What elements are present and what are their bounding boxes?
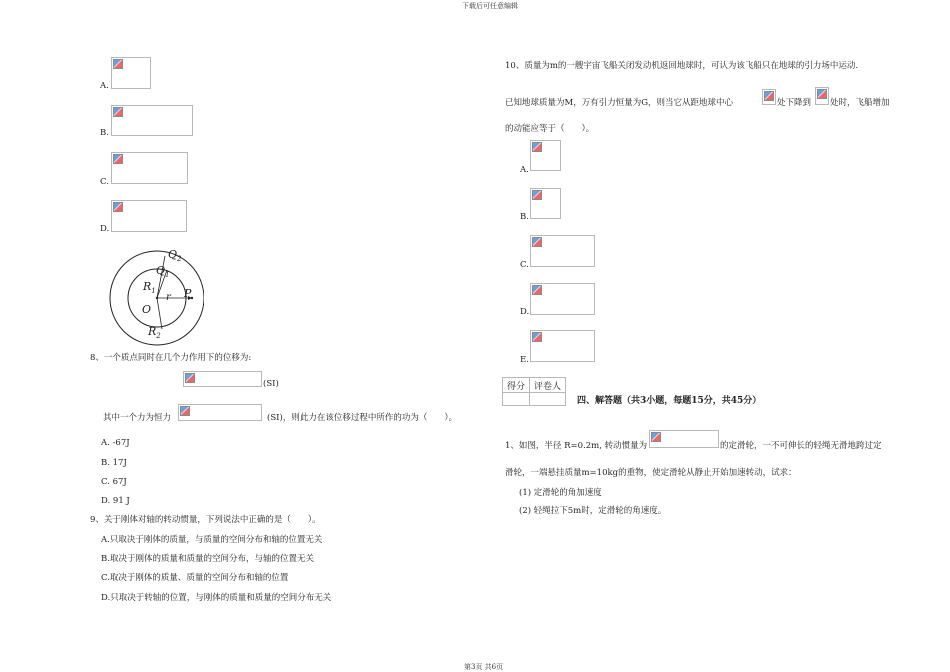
prev-option-c-label: C. [100, 177, 109, 187]
p1-inertia-formula-image [649, 430, 719, 448]
q8-si-unit: (SI) [263, 379, 279, 389]
q9-option-a: A.只取决于刚体的质量，与质量的空间分布和轴的位置无关 [101, 535, 323, 545]
q10-line2-b: 处下降到 [777, 98, 812, 108]
prev-option-d-image [111, 200, 187, 232]
broken-image-icon [532, 190, 542, 200]
broken-image-icon [532, 142, 542, 152]
q10-line2-a: 已知地球质量为M，万有引力恒量为G，则当它从距地球中心 [505, 98, 733, 108]
q8-option-a: A. -67J [101, 438, 130, 448]
q8-stem: 8、一个质点同时在几个力作用下的位移为: [90, 353, 252, 363]
q9-option-c: C.取决于刚体的质量、质量的空间分布和轴的位置 [101, 573, 289, 583]
q10-option-d-label: D. [520, 307, 530, 317]
broken-image-icon [817, 89, 827, 99]
q10-option-c-image [530, 235, 595, 267]
q10-line2-c: 处时，飞船增加 [830, 98, 890, 108]
label-p: P [184, 287, 192, 300]
q9-option-d: D.只取决于转轴的位置，与刚体的质量和质量的空间分布无关 [101, 593, 332, 603]
header-note: 下载后可任意编辑 [462, 2, 518, 10]
p1-line1-b: 的定滑轮，一不可伸长的轻绳无滑地跨过定 [720, 441, 882, 451]
broken-image-icon [113, 59, 123, 69]
prev-option-b-image [111, 105, 193, 136]
q10-option-e-label: E. [520, 355, 529, 365]
q10-option-c-label: C. [520, 260, 529, 270]
q9-stem: 9、关于刚体对轴的转动惯量，下列说法中正确的是（ ）。 [90, 515, 321, 525]
q10-option-d-image [530, 283, 595, 315]
p1-line1-a: 1、如图，半径 R=0.2m, 转动惯量为 [505, 441, 648, 451]
broken-image-icon [180, 406, 190, 416]
label-o: O [142, 303, 152, 316]
broken-image-icon [651, 432, 661, 442]
page-number: 第3页 共6页 [464, 663, 504, 671]
q10-line3: 的动能应等于（ ）。 [505, 124, 595, 134]
p1-sub1: (1) 定滑轮的角加速度 [519, 488, 602, 498]
score-table [502, 377, 566, 406]
label-q2: $Q_2$ [168, 248, 182, 264]
section-title: 四、解答题（共3小题，每题15分，共45分） [577, 396, 762, 406]
prev-option-d-label: D. [100, 224, 110, 234]
prev-option-b-label: B. [100, 128, 109, 138]
prev-option-a-label: A. [100, 81, 109, 91]
broken-image-icon [113, 202, 123, 212]
q8-option-b: B. 17J [101, 458, 127, 468]
prev-option-a-image [111, 57, 151, 89]
broken-image-icon [764, 91, 774, 101]
score-cell [503, 393, 530, 406]
q10-r2-formula-image [815, 87, 829, 105]
q10-option-a-label: A. [520, 165, 529, 175]
broken-image-icon [532, 285, 542, 295]
p1-line2: 滑轮，一端悬挂质量m=10kg的重物，使定滑轮从静止开始加速转动，试求： [505, 468, 797, 478]
label-r2: $R_2$ [148, 325, 161, 341]
q8-displacement-formula-image [183, 371, 262, 387]
q10-option-b-image [530, 188, 561, 219]
grader-label: 评卷人 [530, 378, 566, 393]
q10-r1-formula-image [762, 89, 776, 105]
q8-line2-after: (SI)，则此力在该位移过程中所作的功为（ ）。 [267, 413, 458, 423]
broken-image-icon [113, 154, 123, 164]
p1-sub2: (2) 轻绳拉下5m时，定滑轮的角速度。 [519, 506, 667, 516]
grader-cell [530, 393, 566, 406]
label-r1: $R_1$ [143, 280, 156, 296]
q8-force-formula-image [178, 404, 262, 421]
broken-image-icon [532, 237, 542, 247]
label-q1: $Q_1$ [156, 264, 170, 280]
q8-line2-before: 其中一个力为恒力 [103, 413, 172, 423]
score-label: 得分 [503, 378, 530, 393]
q8-option-c: C. 67J [101, 477, 127, 487]
broken-image-icon [185, 373, 195, 383]
q8-option-d: D. 91 J [101, 496, 130, 506]
q9-option-b: B.取决于刚体的质量和质量的空间分布，与轴的位置无关 [101, 554, 314, 564]
q10-option-e-image [530, 330, 595, 362]
broken-image-icon [532, 332, 542, 342]
q10-line1: 10、质量为m的一艘宇宙飞船关闭发动机返回地球时，可认为该飞船只在地球的引力场中运动. [505, 61, 859, 71]
broken-image-icon [113, 107, 123, 117]
q10-option-b-label: B. [520, 212, 529, 222]
q10-option-a-image [530, 140, 561, 171]
label-r: r [166, 292, 171, 303]
prev-option-c-image [111, 152, 188, 184]
